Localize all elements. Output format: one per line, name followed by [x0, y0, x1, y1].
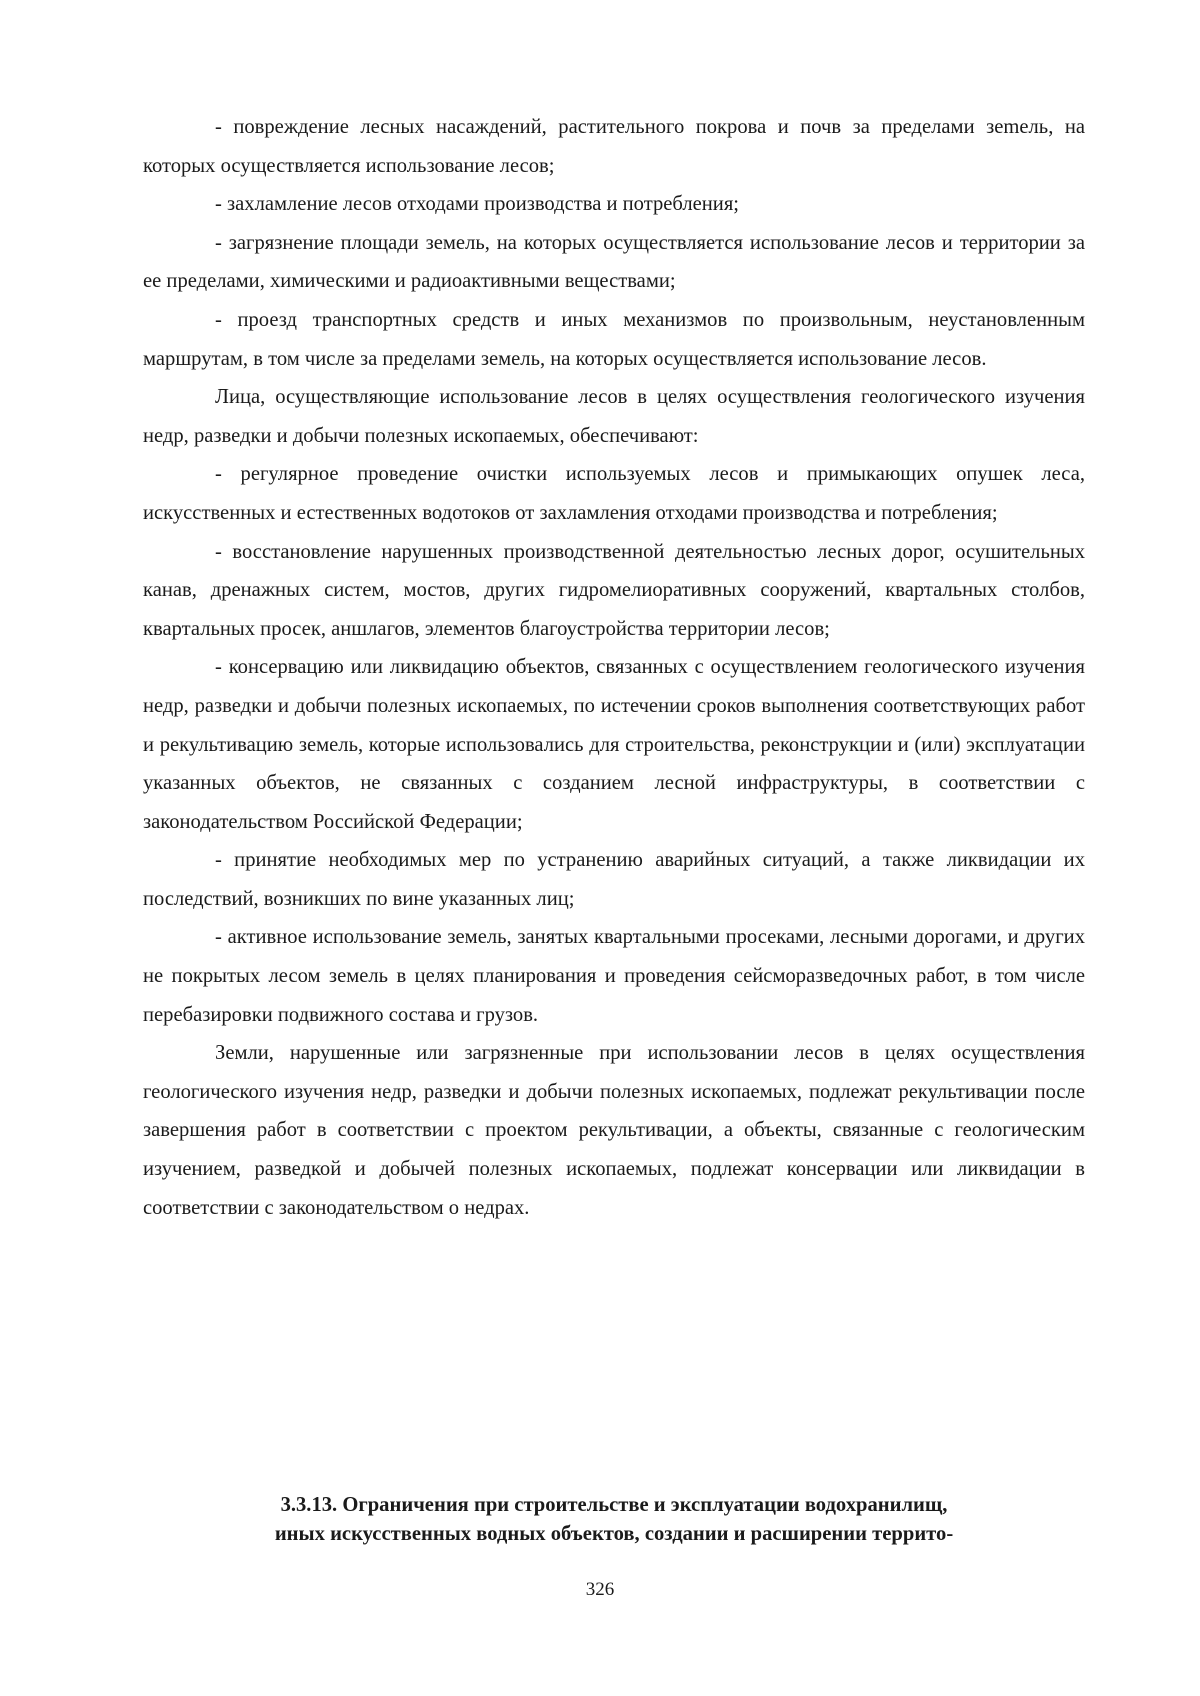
paragraph-2: - захламление лесов отходами производства и потребления; — [215, 193, 740, 216]
section-heading-line-1: 3.3.13. Ограничения при строительстве и эксплуатации водохранилищ, — [280, 1494, 948, 1516]
paragraph-6: - регулярное проведение очистки используемых лесов и примыкающих опушек леса, искусственных и естественных водотоков от захламления отходами производства и потребления; — [143, 463, 1085, 524]
paragraph-7: - восстановление нарушенных производственной деятельностью лесных дорог, осушительных канав, дренажных систем, мостов, других гидромелиоративных сооружений, квартальных столбов, квартальных просек, аншлагов, элементов благоустройства территории лесов; — [143, 540, 1085, 640]
paragraph-8: - консервацию или ликвидацию объектов, связанных с осуществлением геологического изучения недр, разведки и добычи полезных ископаемых, по истечении сроков выполнения соответствующих работ и рекультивацию земель, которые использовались для строительства, реконструкции и (или) эксплуатации указанных объектов, не связанных с созданием лесной инфраструктуры, в соответствии с законодательством Российской Федерации; — [143, 656, 1085, 833]
paragraph-11: Земли, нарушенные или загрязненные при использовании лесов в целях осуществления геологического изучения недр, разведки и добычи полезных ископаемых, подлежат рекультивации после завершения работ в соответствии с проектом рекультивации, а объекты, связанные с геологическим изучением, разведкой и добычей полезных ископаемых, подлежат консервации или ликвидации в соответствии с законодательством о недрах. — [143, 1042, 1085, 1219]
page-number: 326 — [585, 1579, 615, 1600]
paragraph-9: - принятие необходимых мер по устранению аварийных ситуаций, а также ликвидации их последствий, возникших по вине указанных лиц; — [143, 849, 1085, 910]
paragraph-5: Лица, осуществляющие использование лесов в целях осуществления геологического изучения недр, разведки и добычи полезных ископаемых, обеспечивают: — [143, 386, 1085, 447]
paragraph-3: - загрязнение площади земель, на которых осуществляется использование лесов и территории за ее пределами, химическими и радиоактивными веществами; — [143, 231, 1085, 293]
document-body — [143, 108, 1085, 1227]
paragraph-1: - повреждение лесных насаждений, растительного покрова и почв за пределами зеmель, на которых осуществляется использование лесов; — [143, 116, 1085, 177]
paragraph-4: - проезд транспортных средств и иных механизмов по произвольным, неустановленным маршрутам, в том числе за пределами земель, на которых осуществляется использование лесов. — [143, 308, 1085, 370]
section-heading — [143, 1491, 1085, 1549]
section-heading-line-2: иных искусственных водных объектов, создании и расширении террито- — [274, 1523, 954, 1545]
paragraph-10: - активное использование земель, занятых квартальными просеками, лесными дорогами, и других не покрытых лесом земель в целях планирования и проведения сейсморазведочных работ, в том числе перебазировки подвижного состава и грузов. — [143, 926, 1085, 1026]
